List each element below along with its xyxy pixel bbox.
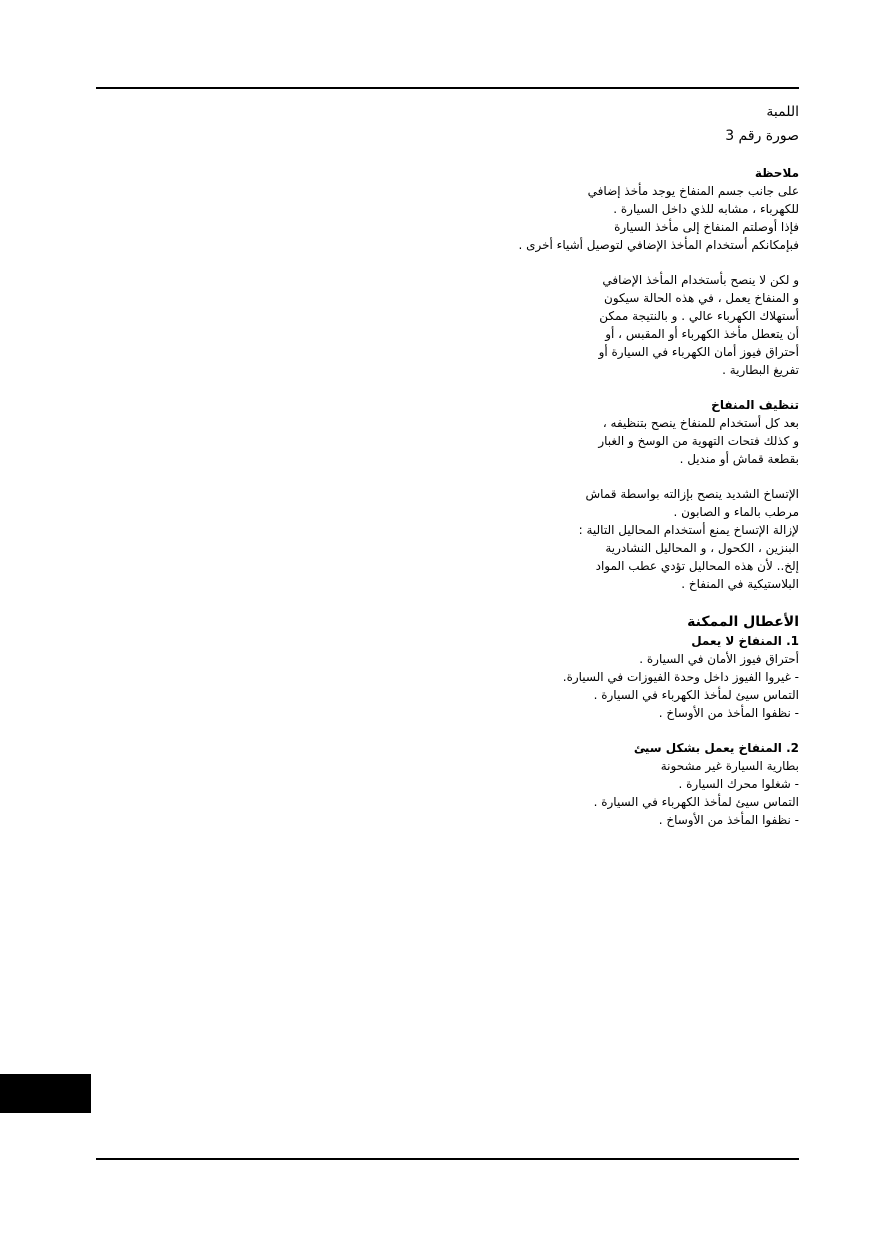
- note-line: على جانب جسم المنفاخ يوجد مأخذ إضافي: [587, 184, 799, 198]
- fault-line: التماس سيئ لمأخذ الكهرباء في السيارة .: [593, 795, 799, 809]
- warning-line: و لكن لا ينصح بأستخدام المأخذ الإضافي: [602, 273, 799, 287]
- dirt-line: إلخ.. لأن هذه المحاليل تؤدي عطب المواد: [595, 559, 799, 573]
- cleaning-line: بقطعة قماش أو منديل .: [679, 452, 799, 466]
- figure-caption: [379, 100, 799, 148]
- cleaning-section: [379, 396, 799, 468]
- fault-line: التماس سيئ لمأخذ الكهرباء في السيارة .: [593, 688, 799, 702]
- faults-title: الأعطال الممكنة: [687, 614, 799, 630]
- fault-line: - شغلوا محرك السيارة .: [678, 777, 799, 791]
- note-warning: [379, 271, 799, 379]
- fault-line: أحتراق فيوز الأمان في السيارة .: [639, 652, 799, 666]
- figure-number: صورة رقم 3: [725, 128, 799, 144]
- fault-heading: 1. المنفاخ لا يعمل: [691, 634, 799, 648]
- dirt-line: البنزين ، الكحول ، و المحاليل النشادرية: [605, 541, 799, 555]
- dirt-line: البلاستيكية في المنفاخ .: [681, 577, 799, 591]
- footer-rule: [96, 1158, 799, 1160]
- note-line: للكهرباء ، مشابه للذي داخل السيارة .: [613, 202, 799, 216]
- warning-line: أن يتعطل مأخذ الكهرباء أو المقبس ، أو: [605, 327, 799, 341]
- warning-line: أحتراق فيوز أمان الكهرباء في السيارة أو: [598, 345, 799, 359]
- fault-item-2: [379, 739, 799, 829]
- cleaning-line: بعد كل أستخدام للمنفاخ ينصح بتنظيفه ،: [602, 416, 799, 430]
- header-rule: [96, 87, 799, 89]
- cleaning-line: و كذلك فتحات التهوية من الوسخ و الغبار: [598, 434, 799, 448]
- fault-line: بطارية السيارة غير مشحونة: [660, 759, 799, 773]
- dirt-line: الإتساخ الشديد ينصح بإزالته بواسطة قماش: [585, 487, 799, 501]
- page-thumb-tab: [0, 1074, 91, 1113]
- faults-section: [379, 612, 799, 722]
- warning-line: أستهلاك الكهرباء عالي . و بالنتيجة ممكن: [599, 309, 799, 323]
- warning-line: تفريغ البطارية .: [722, 363, 799, 377]
- note-title: ملاحظة: [754, 166, 799, 180]
- page-content: [379, 100, 799, 829]
- dirt-line: مرطب بالماء و الصابون .: [673, 505, 799, 519]
- dirt-line: لإزالة الإتساخ يمنع أستخدام المحاليل التالية :: [578, 523, 799, 537]
- fault-line: - نظفوا المأخذ من الأوساخ .: [658, 813, 799, 827]
- note-line: فإذا أوصلتم المنفاخ إلى مأخذ السيارة: [614, 220, 799, 234]
- fault-heading: 2. المنفاخ يعمل بشكل سيئ: [633, 741, 799, 755]
- note-section: [379, 164, 799, 254]
- note-line: فبإمكانكم أستخدام المأخذ الإضافي لتوصيل أشياء أخرى .: [518, 238, 799, 252]
- fault-line: - نظفوا المأخذ من الأوساخ .: [658, 706, 799, 720]
- caption-label: اللمبة: [766, 104, 799, 120]
- cleaning-dirt: [379, 485, 799, 593]
- fault-line: - غيروا الفيوز داخل وحدة الفيوزات في السيارة.: [562, 670, 799, 684]
- cleaning-title: تنظيف المنفاخ: [711, 398, 799, 412]
- warning-line: و المنفاخ يعمل ، في هذه الحالة سيكون: [604, 291, 799, 305]
